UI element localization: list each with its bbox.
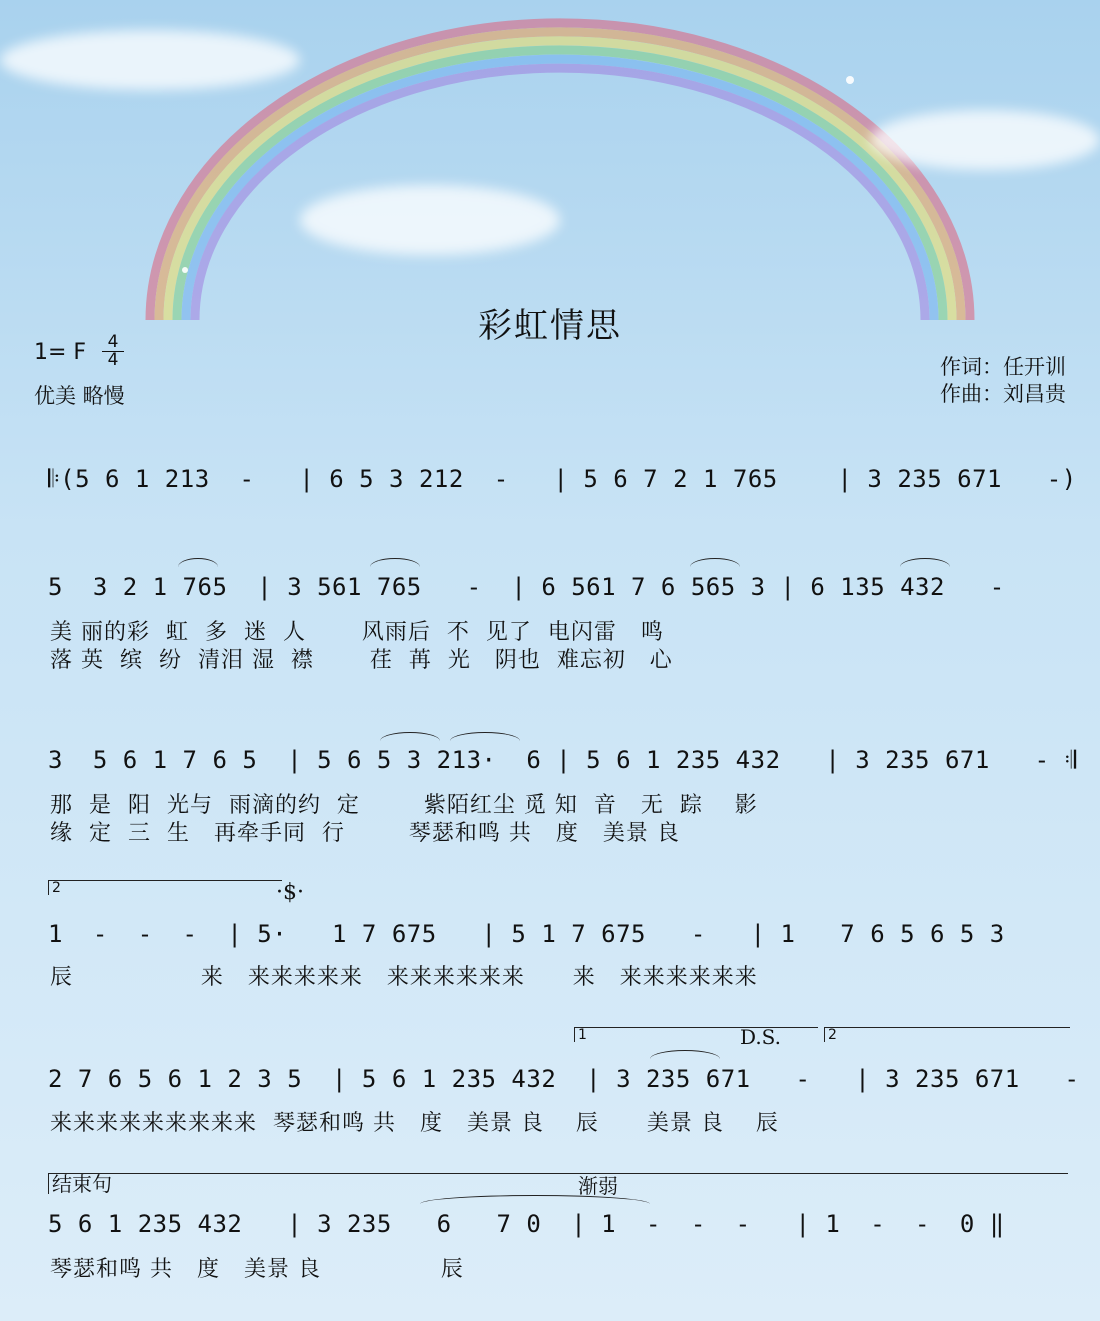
notation-row-3: 3 5 6 1 7 6 5 | 5 6 5 3 213· 6 | 5 6 1 235 432 | 3 235 671 - 𝄇 bbox=[48, 746, 1077, 774]
slur bbox=[380, 732, 440, 741]
lyric-line-5: 辰 来 来来来来来 来来来来来来 来 来来来来来来 bbox=[50, 965, 758, 990]
slur bbox=[690, 558, 740, 567]
time-top: 4 bbox=[107, 332, 119, 352]
composer: 作曲：刘昌贵 bbox=[940, 382, 1066, 406]
cloud bbox=[300, 185, 560, 255]
lyric-line-1: 美 丽的彩 虹 多 迷 人 风雨后 不 见了 电闪雷 鸣 bbox=[50, 620, 664, 645]
notation-row-4: 1 - - - | 5· 1 7 675 | 5 1 7 675 - | 1 7 6 5 6 5 3 bbox=[48, 920, 1005, 948]
notation-row-5: 2 7 6 5 6 1 2 3 5 | 5 6 1 235 432 | 3 235 671 - | 3 235 671 - bbox=[48, 1065, 1080, 1093]
lyric-line-4: 缘 定 三 生 再牵手同 行 琴瑟和鸣 共 度 美景 良 bbox=[50, 821, 680, 846]
lyric-line-2: 落 英 缤 纷 清泪 湿 襟 荏 苒 光 阴也 难忘初 心 bbox=[50, 648, 673, 673]
slur bbox=[178, 558, 218, 567]
volta-2: 2 bbox=[48, 880, 282, 895]
credits bbox=[940, 354, 1066, 408]
cloud bbox=[0, 30, 300, 90]
segno-sign: ·$· bbox=[276, 880, 304, 905]
notation-row-1: 𝄆(5 6 1 213 - | 6 5 3 212 - | 5 6 7 2 1 765 | 3 235 671 -) bbox=[48, 465, 1077, 493]
ds-mark: D.S. bbox=[740, 1025, 782, 1049]
slur bbox=[650, 1050, 720, 1059]
lyricist: 作词：任开训 bbox=[940, 355, 1066, 379]
lyric-line-6: 来来来来来来来来来 琴瑟和鸣 共 度 美景 良 辰 美景 良 辰 bbox=[50, 1111, 779, 1136]
time-bottom: 4 bbox=[102, 351, 124, 369]
slur bbox=[450, 732, 520, 741]
time-signature bbox=[102, 334, 124, 369]
cloud bbox=[870, 110, 1100, 170]
ending-bracket: 结束句 bbox=[48, 1173, 1068, 1194]
song-title: 彩虹情思 bbox=[478, 306, 622, 346]
key-signature: 1= F bbox=[34, 340, 87, 365]
volta-2b: 2 bbox=[824, 1027, 1070, 1042]
tempo-marking: 优美 略慢 bbox=[34, 384, 125, 408]
slur bbox=[900, 558, 950, 567]
notation-row-2: 5 3 2 1 765 | 3 561 765 - | 6 561 7 6 565 3 | 6 135 432 - bbox=[48, 573, 1005, 601]
volta-1: 1 bbox=[574, 1027, 818, 1042]
notation-row-6: 5 6 1 235 432 | 3 235 6 7 0 | 1 - - - | 1 - - 0 ‖ bbox=[48, 1210, 1005, 1238]
lyric-line-7: 琴瑟和鸣 共 度 美景 良 辰 bbox=[50, 1257, 464, 1282]
slur bbox=[370, 558, 420, 567]
lyric-line-3: 那 是 阳 光与 雨滴的约 定 紫陌红尘 觅 知 音 无 踪 影 bbox=[50, 793, 758, 818]
fade-mark: 渐弱 bbox=[578, 1174, 618, 1198]
